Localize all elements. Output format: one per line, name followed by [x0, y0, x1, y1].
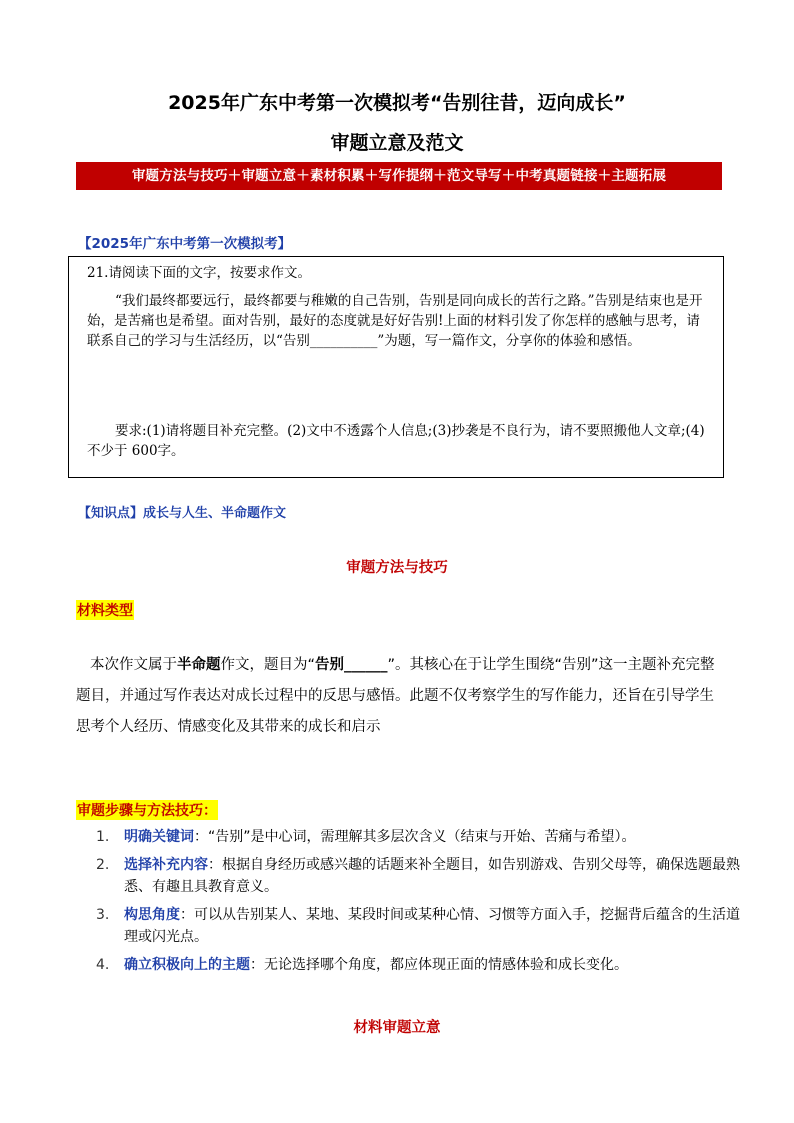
step-text: ：可以从告别某人、某地、某段时间或某种心情、习惯等方面入手，挖掘背后蕴含的生活道理或闪光点。 [124, 907, 740, 945]
exam-label: 【2025年广东中考第一次模拟考】 [78, 236, 292, 252]
para-bold-semi-topic: 半命题 [177, 657, 221, 673]
step-number: 2. [96, 857, 110, 873]
knowledge-point-label: 【知识点】 [78, 506, 144, 521]
list-item [96, 904, 746, 948]
step-term: 确立积极向上的主题 [124, 957, 250, 973]
step-text: ：根据自身经历或感兴趣的话题来补全题目，如告别游戏、告别父母等，确保选题最熟悉、有趣且具教育意义。 [124, 857, 740, 895]
step-term: 明确关键词 [124, 829, 194, 845]
para-suffix: ”。其核心在于让学生围绕“告别”这一主题补充完整题目，并通过写作表达对成长过程中的反思与感悟。此题不仅考察学生的写作能力，还旨在引导学生思考个人经历、情感变化及其带来的成长和启示 [76, 657, 715, 735]
list-item [96, 954, 746, 976]
question-box [68, 256, 724, 478]
material-type-paragraph [76, 650, 726, 743]
question-material: “我们最终都要远行，最终都要与稚嫩的自己告别，告别是同向成长的苦行之路。”告别是结束也是开始，是苦痛也是希望。面对告别，最好的态度就是好好告别!上面的材料引发了你怎样的感触与思考，请联系自己的学习与生活经历，以“告别__________”为题，写一篇作文，分享你的体验和感悟。 [87, 293, 703, 349]
para-mid: 作文，题目为“ [220, 657, 316, 673]
step-text: ：“告别”是中心词，需理解其多层次含义（结束与开始、苦痛与希望）。 [194, 829, 636, 845]
knowledge-point-value: 成长与人生、半命题作文 [143, 506, 287, 521]
steps-list [96, 826, 746, 982]
subheading-material-type: 材料类型 [76, 600, 134, 620]
document-title: 2025年广东中考第一次模拟考“告别往昔，迈向成长” [168, 92, 626, 114]
para-bold-title: 告别______ [315, 657, 388, 673]
section-heading-material-analysis: 材料审题立意 [353, 1020, 441, 1036]
section-heading-methods: 审题方法与技巧 [346, 560, 448, 576]
knowledge-point [78, 502, 286, 521]
subheading-steps: 审题步骤与方法技巧： [76, 800, 218, 820]
step-number: 3. [96, 907, 110, 923]
list-item [96, 826, 746, 848]
step-term: 选择补充内容 [124, 857, 208, 873]
step-number: 1. [96, 829, 110, 845]
step-number: 4. [96, 957, 110, 973]
para-prefix: 本次作文属于 [90, 657, 177, 673]
question-instruction: 21.请阅读下面的文字，按要求作文。 [87, 265, 311, 281]
step-term: 构思角度 [124, 907, 180, 923]
question-requirements: 要求:(1)请将题目补充完整。(2)文中不透露个人信息;(3)抄袭是不良行为，请不要照搬他人文章;(4)不少于 600字。 [87, 423, 705, 459]
list-item [96, 854, 746, 898]
step-text: ：无论选择哪个角度，都应体现正面的情感体验和成长变化。 [250, 957, 628, 973]
document-subtitle: 审题立意及范文 [330, 132, 464, 154]
topics-banner: 审题方法与技巧＋审题立意＋素材积累＋写作提纲＋范文导写＋中考真题链接＋主题拓展 [76, 162, 722, 190]
